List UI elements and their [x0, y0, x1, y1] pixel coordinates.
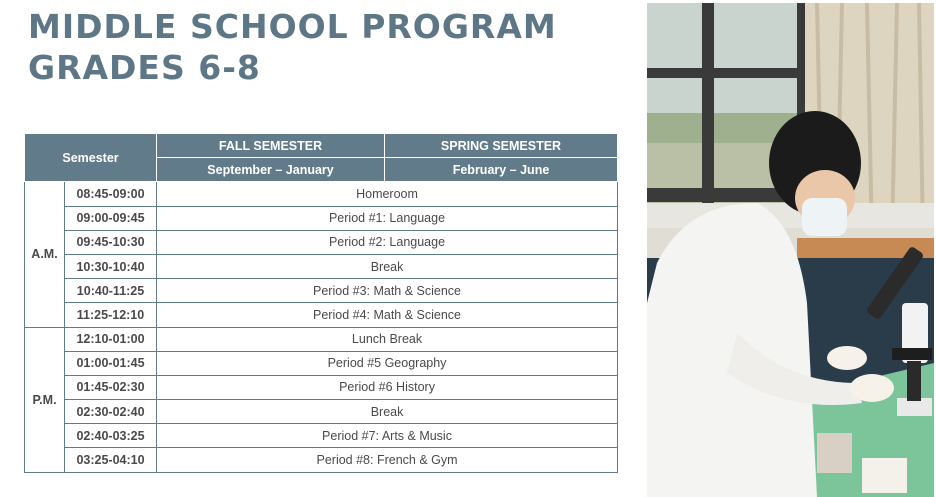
activity-cell: Lunch Break [157, 327, 618, 351]
title-line-1: MIDDLE SCHOOL PROGRAM [28, 7, 557, 46]
schedule-table [24, 133, 618, 473]
time-cell: 09:00-09:45 [65, 206, 157, 230]
activity-cell: Homeroom [157, 182, 618, 206]
time-cell: 08:45-09:00 [65, 182, 157, 206]
activity-cell: Break [157, 254, 618, 278]
activity-cell: Period #1: Language [157, 206, 618, 230]
time-cell: 12:10-01:00 [65, 327, 157, 351]
spring-months-header: February – June [385, 158, 618, 182]
spring-semester-header: SPRING SEMESTER [385, 134, 618, 158]
fall-semester-header: FALL SEMESTER [157, 134, 385, 158]
time-cell: 09:45-10:30 [65, 230, 157, 254]
time-cell: 01:00-01:45 [65, 351, 157, 375]
pm-label: P.M. [25, 327, 65, 472]
table-row [25, 400, 618, 424]
student-microscope-photo [647, 3, 934, 497]
title-line-2: GRADES 6-8 [28, 48, 261, 87]
activity-cell: Period #5 Geography [157, 351, 618, 375]
table-row [25, 424, 618, 448]
time-cell: 10:40-11:25 [65, 279, 157, 303]
table-row [25, 230, 618, 254]
fall-months-header: September – January [157, 158, 385, 182]
table-row [25, 206, 618, 230]
activity-cell: Break [157, 400, 618, 424]
student-microscope-illustration [647, 3, 934, 497]
time-cell: 02:30-02:40 [65, 400, 157, 424]
time-cell: 01:45-02:30 [65, 375, 157, 399]
table-row [25, 254, 618, 278]
table-row [25, 448, 618, 472]
activity-cell: Period #4: Math & Science [157, 303, 618, 327]
activity-cell: Period #6 History [157, 375, 618, 399]
semester-header: Semester [25, 134, 157, 182]
page-title [28, 6, 557, 88]
table-row [25, 303, 618, 327]
table-row [25, 327, 618, 351]
table-row [25, 182, 618, 206]
time-cell: 02:40-03:25 [65, 424, 157, 448]
activity-cell: Period #7: Arts & Music [157, 424, 618, 448]
am-label: A.M. [25, 182, 65, 327]
time-cell: 10:30-10:40 [65, 254, 157, 278]
time-cell: 03:25-04:10 [65, 448, 157, 472]
activity-cell: Period #8: French & Gym [157, 448, 618, 472]
activity-cell: Period #3: Math & Science [157, 279, 618, 303]
activity-cell: Period #2: Language [157, 230, 618, 254]
table-row [25, 351, 618, 375]
time-cell: 11:25-12:10 [65, 303, 157, 327]
table-row [25, 279, 618, 303]
table-row [25, 375, 618, 399]
